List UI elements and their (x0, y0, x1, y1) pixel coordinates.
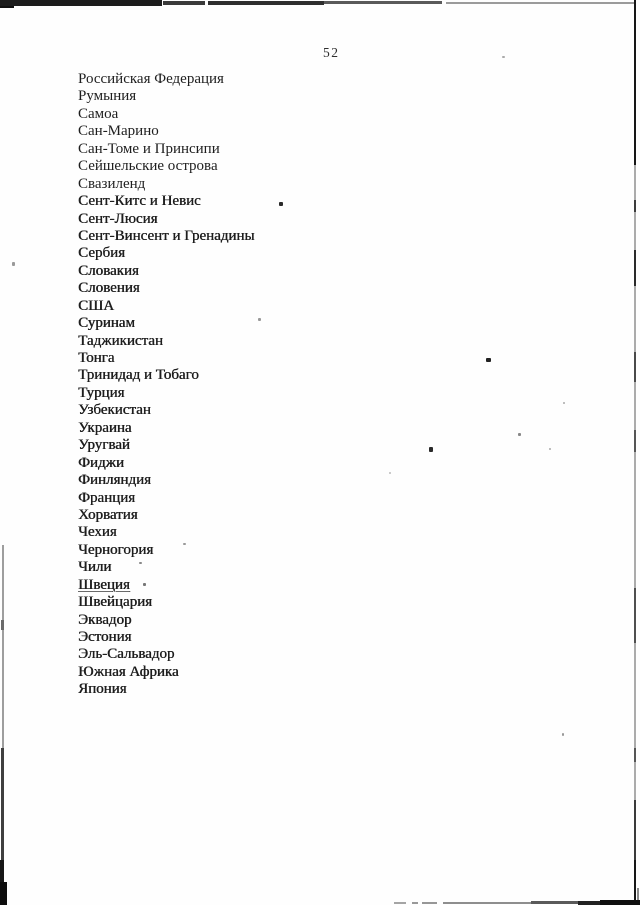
list-item: Черногория (78, 541, 154, 558)
list-item: Сан-Марино (78, 123, 159, 140)
list-item: Чили (78, 559, 112, 576)
scan-edge-right (634, 0, 636, 165)
country-list (78, 71, 254, 699)
scan-edge-top (0, 0, 14, 8)
list-item: Самоа (78, 105, 119, 122)
list-item: Чехия (78, 524, 117, 541)
scan-edge-right (634, 430, 636, 452)
scan-edge-top (208, 1, 324, 5)
list-item: Швеция (78, 576, 130, 593)
scan-edge-right (634, 588, 636, 643)
scan-speck (429, 447, 433, 452)
scan-edge-right (634, 250, 636, 286)
list-item: Фиджи (78, 454, 124, 471)
list-item: Финляндия (78, 472, 151, 489)
list-item: Тринидад и Тобаго (78, 367, 199, 384)
list-item: Хорватия (78, 506, 138, 523)
scan-edge-bottom (531, 901, 578, 904)
list-item: Сент-Китс и Невис (78, 193, 201, 210)
scan-edge-right (634, 860, 636, 905)
scan-speck (12, 262, 15, 266)
list-item: Таджикистан (78, 332, 163, 349)
scan-edge-top (324, 1, 442, 4)
scan-speck (562, 733, 564, 736)
scan-edge-top (446, 2, 634, 4)
list-item: Уругвай (78, 437, 130, 454)
list-item: Российская Федерация (78, 71, 224, 87)
scan-edge-bottom (578, 901, 628, 905)
list-item: Сент-Винсент и Гренадины (78, 227, 255, 244)
scan-edge-left (0, 860, 4, 905)
scan-edge-right (634, 352, 636, 382)
list-item: Сейшельские острова (78, 158, 218, 175)
scan-edge-top (0, 0, 162, 6)
list-item: Франция (78, 489, 135, 506)
scan-edge-left (0, 882, 7, 905)
list-item: США (78, 297, 114, 314)
scan-edge-left (1, 620, 4, 630)
list-item: Эквадор (78, 611, 132, 628)
scan-edge-right (634, 200, 636, 212)
scan-edge-left (1, 748, 4, 863)
list-item: Сербия (78, 245, 125, 262)
list-item: Словакия (78, 262, 139, 279)
list-item: Япония (78, 681, 127, 698)
list-item: Швейцария (78, 594, 152, 611)
scan-edge-bottom (422, 902, 437, 904)
scan-speck (518, 433, 521, 436)
scan-speck (279, 202, 283, 206)
list-item: Словения (78, 280, 140, 297)
list-item: Румыния (78, 88, 137, 105)
list-item: Эстония (78, 629, 132, 645)
list-item: Свазиленд (78, 175, 146, 192)
list-item: Тонга (78, 350, 115, 366)
scan-edge-right (634, 748, 636, 762)
list-item: Сан-Томе и Принсипи (78, 140, 220, 157)
scan-edge-bottom (412, 902, 418, 904)
scan-edge-top (163, 1, 205, 5)
list-item: Сент-Люсия (78, 210, 158, 227)
list-item: Южная Африка (78, 663, 179, 680)
scan-edge-bottom (394, 902, 406, 904)
scan-edge-right (634, 0, 636, 905)
scan-speck (502, 56, 505, 58)
list-item: Украина (78, 419, 132, 436)
scan-edge-right (634, 800, 636, 905)
scan-edge-bottom (443, 902, 531, 904)
scan-speck (549, 448, 551, 450)
scan-edge-bottom (600, 900, 640, 905)
scan-speck (389, 472, 391, 474)
scan-speck (486, 358, 491, 362)
scan-edge-bottom (637, 888, 639, 900)
scan-edge-left (2, 545, 4, 750)
list-item: Узбекистан (78, 402, 151, 419)
scan-speck (563, 402, 565, 404)
list-item: Турция (78, 384, 125, 401)
list-item: Суринам (78, 315, 135, 332)
page-number: 52 (323, 45, 340, 60)
list-item: Эль-Сальвадор (78, 646, 175, 663)
scan-speck (258, 318, 261, 321)
